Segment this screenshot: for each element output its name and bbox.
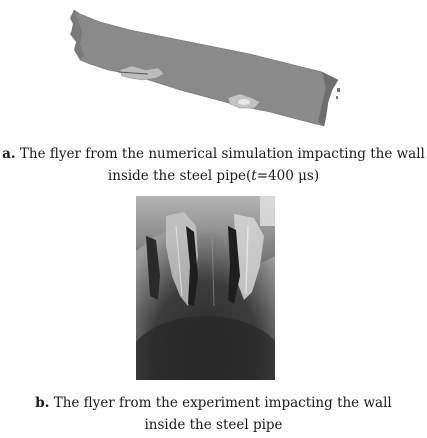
caption-a-text2: inside the steel pipe( <box>107 168 252 184</box>
caption-a-line2 <box>0 165 427 187</box>
caption-b-label: b. <box>35 395 50 411</box>
impact-spot <box>238 99 250 105</box>
experiment-photo <box>136 196 275 380</box>
caption-a-eq: =400 <box>256 168 294 184</box>
caption-b-line1 <box>0 392 427 414</box>
fragment <box>336 96 338 99</box>
photo-corner-patch <box>260 196 275 226</box>
flyer-plate-shape <box>72 10 338 126</box>
simulation-flyer-image <box>60 4 345 132</box>
caption-a <box>0 143 427 187</box>
caption-a-text1: The flyer from the numerical simulation impacting the wall <box>19 146 425 162</box>
caption-b-line2: inside the steel pipe <box>144 417 283 433</box>
caption-a-line1 <box>0 143 427 165</box>
caption-a-unit: μs) <box>298 168 320 184</box>
fragment <box>337 88 340 92</box>
caption-a-label: a. <box>2 146 16 162</box>
caption-b <box>0 392 427 436</box>
caption-a-var: t <box>251 168 257 184</box>
caption-b-text1: The flyer from the experiment impacting the wall <box>53 395 392 411</box>
